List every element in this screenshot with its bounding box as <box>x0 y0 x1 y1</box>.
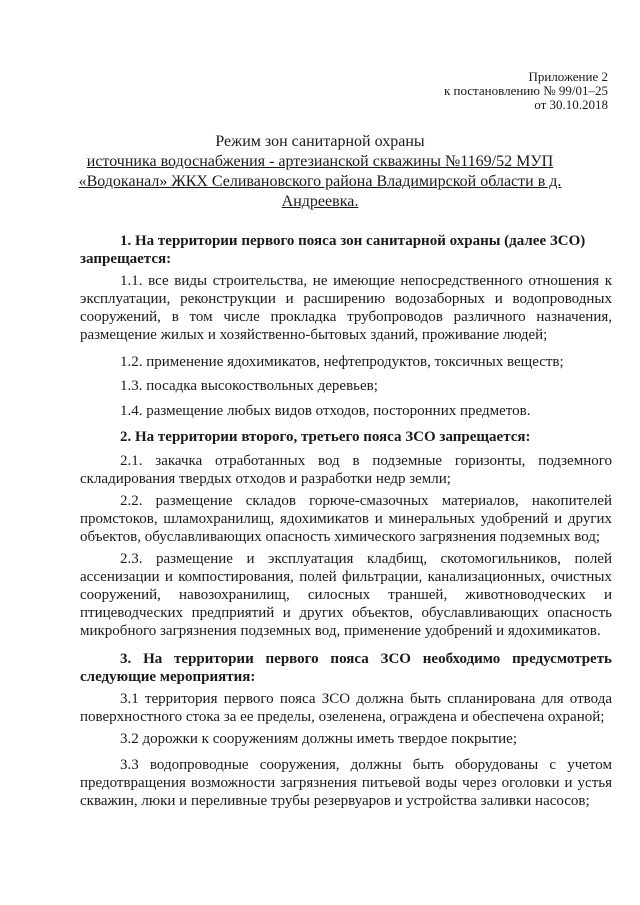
title-line-2: источника водоснабжения - артезианской скважины №1169/52 МУП <box>86 153 554 170</box>
section-3-heading: 3. На территории первого пояса ЗСО необходимо предусмотреть следующие мероприятия: <box>80 651 612 685</box>
item-1-4: 1.4. размещение любых видов отходов, посторонних предметов. <box>120 403 531 419</box>
document-title <box>0 132 640 212</box>
appendix-number: Приложение 2 <box>528 69 608 84</box>
resolution-date: от 30.10.2018 <box>534 97 608 112</box>
item-3-3: 3.3 водопроводные сооружения, должны быть оборудованы с учетом предотвращения возможности загрязнения питьевой воды через оголовки и устья скважин, люки и переливные трубы резервуаров и устройства заливки насосов; <box>80 757 612 809</box>
section-1-heading-line-2: запрещается: <box>80 251 172 267</box>
item-2-2: 2.2. размещение складов горюче-смазочных материалов, накопителей промстоков, шламохранилищ, ядохимикатов и минеральных удобрений и других объектов, обуславливающих опасность химического загрязнения подземных вод; <box>80 493 612 545</box>
title-line-1: Режим зон санитарной охраны <box>215 133 425 150</box>
item-2-1: 2.1. закачка отработанных вод в подземные горизонты, подземного складирования твердых отходов и разработки недр земли; <box>80 453 612 487</box>
section-1-heading <box>80 232 612 268</box>
item-1-1: 1.1. все виды строительства, не имеющие непосредственного отношения к эксплуатации, реконструкции и расширению водозаборных и водопроводных сооружений, в том числе прокладка трубопроводов различного назначения, размещение жилых и хозяйственно-бытовых зданий, проживание людей; <box>80 273 612 343</box>
item-3-2: 3.2 дорожки к сооружениям должны иметь твердое покрытие; <box>120 731 518 747</box>
item-2-3: 2.3. размещение и эксплуатация кладбищ, скотомогильников, полей ассенизации и компостирования, полей фильтрации, канализационных, очистных сооружений, навозохранилищ, силосных траншей, животноводческих и птицеводческих предприятий и других объектов, обуславливающих опасность микробного загрязнения подземных вод, применение удобрений и ядохимикатов. <box>80 551 612 639</box>
appendix-reference <box>444 70 608 112</box>
section-2-heading: 2. На территории второго, третьего пояса ЗСО запрещается: <box>120 429 531 445</box>
title-line-4: Андреевка. <box>281 193 359 210</box>
title-line-3: «Водоканал» ЖКХ Селивановского района Владимирской области в д. <box>78 173 562 190</box>
section-1-heading-line-1: 1. На территории первого пояса зон санитарной охраны (далее ЗСО) <box>120 233 586 249</box>
item-1-3: 1.3. посадка высокоствольных деревьев; <box>120 378 378 394</box>
item-1-2: 1.2. применение ядохимикатов, нефтепродуктов, токсичных веществ; <box>120 354 564 370</box>
item-3-1: 3.1 территория первого пояса ЗСО должна быть спланирована для отвода поверхностного стока за ее пределы, озеленена, ограждена и обеспечена охраной; <box>80 691 612 725</box>
resolution-number: к постановлению № 99/01–25 <box>443 83 608 98</box>
